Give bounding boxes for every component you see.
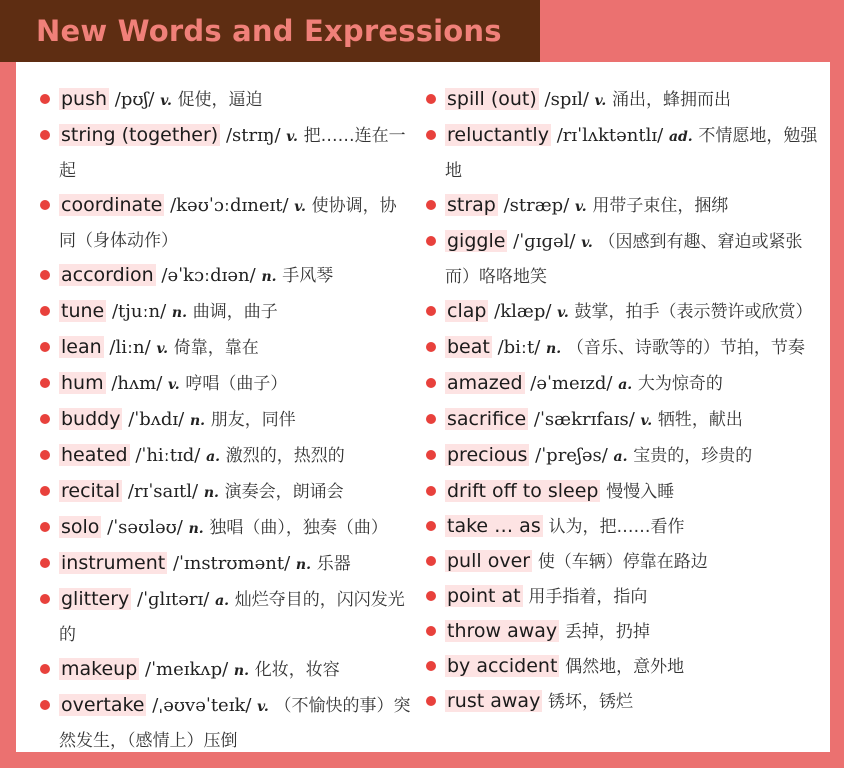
- definition: 促使，逼迫: [177, 90, 263, 110]
- vocab-word: rust away: [447, 690, 541, 712]
- bullet-icon: [40, 270, 50, 280]
- phonetic: /ˈsækrɪfaɪs/: [533, 409, 635, 430]
- bullet-icon: [40, 664, 50, 674]
- bullet-icon: [426, 414, 436, 424]
- phonetic: /ˌəʊvəˈteɪk/: [152, 695, 252, 716]
- bullet-icon: [40, 450, 50, 460]
- definition: 大为惊奇的: [637, 374, 723, 394]
- vocab-word: heated: [61, 444, 128, 466]
- definition: 宝贵的，珍贵的: [633, 446, 753, 466]
- vocab-word: overtake: [61, 694, 145, 716]
- vocab-entry: [40, 188, 412, 258]
- vocab-word: lean: [61, 336, 102, 358]
- bullet-icon: [40, 700, 50, 710]
- vocab-word: precious: [447, 444, 528, 466]
- phonetic: /kəʊˈɔːdɪneɪt/: [170, 195, 289, 216]
- vocab-word: push: [61, 88, 108, 110]
- definition: 认为，把……看作: [548, 517, 685, 537]
- vocab-entry: [40, 82, 412, 118]
- vocab-entry: [426, 188, 826, 224]
- definition: 牺牲，献出: [657, 410, 743, 430]
- part-of-speech: a.: [618, 377, 633, 393]
- part-of-speech: v.: [286, 129, 298, 145]
- vocab-entry: [40, 366, 412, 402]
- bullet-icon: [40, 414, 50, 424]
- phonetic: /ˈmeɪkʌp/: [145, 659, 229, 680]
- part-of-speech: a.: [215, 593, 230, 609]
- bullet-icon: [40, 342, 50, 352]
- vocab-word: instrument: [61, 552, 166, 574]
- phonetic: /əˈkɔːdɪən/: [161, 265, 256, 286]
- phonetic: /ˈɪnstrʊmənt/: [172, 553, 291, 574]
- part-of-speech: n.: [171, 305, 187, 321]
- phonetic: /liːn/: [109, 337, 151, 358]
- vocab-entry: [426, 224, 826, 294]
- part-of-speech: v.: [575, 199, 587, 215]
- bullet-icon: [426, 342, 436, 352]
- definition: 涌出，蜂拥而出: [612, 90, 731, 110]
- part-of-speech: v.: [168, 377, 180, 393]
- definition: 锈坏，锈烂: [548, 692, 634, 712]
- definition: 用手指着，指向: [528, 587, 648, 607]
- part-of-speech: v.: [640, 413, 653, 429]
- definition: （音乐、诗歌等的）节拍，节奏: [566, 338, 805, 358]
- part-of-speech: v.: [156, 341, 169, 357]
- vocab-entry: [40, 510, 412, 546]
- vocab-word: by accident: [447, 655, 558, 677]
- part-of-speech: n.: [546, 341, 562, 357]
- part-of-speech: v.: [581, 235, 593, 251]
- vocab-entry: [40, 438, 412, 474]
- phonetic: /ˈɡɪɡəl/: [513, 231, 576, 252]
- vocab-entry: [40, 118, 412, 188]
- phonetic: /ˈsəʊləʊ/: [107, 517, 183, 538]
- bullet-icon: [426, 236, 436, 246]
- bullet-icon: [40, 486, 50, 496]
- vocab-word: pull over: [447, 550, 531, 572]
- vocab-entry: [426, 118, 826, 188]
- vocab-entry: [426, 366, 826, 402]
- definition: 化妆，妆容: [254, 660, 340, 680]
- phonetic: /ˈhiːtɪd/: [135, 445, 201, 466]
- part-of-speech: a.: [206, 449, 221, 465]
- vocab-word: string (together): [61, 124, 219, 146]
- vocab-entry: [40, 330, 412, 366]
- vocab-entry: [426, 614, 826, 649]
- phonetic: /hʌm/: [111, 373, 163, 394]
- left-column: [40, 82, 412, 758]
- part-of-speech: n.: [261, 269, 277, 285]
- bullet-icon: [40, 594, 50, 604]
- vocab-entry: [40, 474, 412, 510]
- bullet-icon: [426, 306, 436, 316]
- vocab-word: clap: [447, 300, 487, 322]
- vocab-word: spill (out): [447, 88, 537, 110]
- phonetic: /ˈbʌdɪ/: [128, 409, 185, 430]
- bullet-icon: [40, 522, 50, 532]
- phonetic: /pʊʃ/: [114, 89, 155, 110]
- vocab-word: drift off to sleep: [447, 480, 599, 502]
- part-of-speech: v.: [594, 93, 607, 109]
- bullet-icon: [40, 94, 50, 104]
- definition: 演奏会，朗诵会: [224, 482, 344, 502]
- vocab-word: strap: [447, 194, 496, 216]
- bullet-icon: [426, 591, 436, 601]
- definition: 激烈的，热烈的: [225, 446, 345, 466]
- definition: 用带子束住，捆绑: [592, 196, 729, 216]
- bullet-icon: [426, 378, 436, 388]
- vocab-word: tune: [61, 300, 105, 322]
- vocab-word: makeup: [61, 658, 138, 680]
- vocab-word: coordinate: [61, 194, 163, 216]
- vocab-entry: [40, 402, 412, 438]
- vocab-entry: [40, 688, 412, 758]
- vocab-entry: [426, 509, 826, 544]
- bullet-icon: [40, 306, 50, 316]
- part-of-speech: ad.: [668, 129, 693, 145]
- phonetic: /spɪl/: [544, 89, 589, 110]
- part-of-speech: a.: [613, 449, 628, 465]
- definition: 曲调，曲子: [192, 302, 278, 322]
- definition: 偶然地，意外地: [565, 657, 685, 677]
- phonetic: /stræp/: [503, 195, 570, 216]
- vocab-entry: [40, 652, 412, 688]
- vocabulary-panel: [16, 62, 830, 752]
- bullet-icon: [426, 486, 436, 496]
- definition: （不愉快的事）突然发生，（感情上）压倒: [59, 696, 411, 751]
- vocab-word: solo: [61, 516, 100, 538]
- phonetic: /klæp/: [494, 301, 552, 322]
- vocab-entry: [426, 649, 826, 684]
- phonetic: /ˈɡlɪtərɪ/: [137, 589, 210, 610]
- definition: 手风琴: [282, 266, 334, 286]
- part-of-speech: v.: [557, 305, 569, 321]
- definition: 鼓掌，拍手（表示赞许或欣赏）: [574, 302, 813, 322]
- vocab-entry: [40, 546, 412, 582]
- vocab-word: buddy: [61, 408, 121, 430]
- part-of-speech: v.: [294, 199, 306, 215]
- part-of-speech: n.: [233, 663, 249, 679]
- vocab-entry: [426, 330, 826, 366]
- vocab-entry: [426, 474, 826, 509]
- vocab-entry: [426, 544, 826, 579]
- vocab-entry: [426, 438, 826, 474]
- bullet-icon: [40, 130, 50, 140]
- definition: 灿烂夺目的，闪闪发光的: [59, 590, 405, 645]
- definition: 使（车辆）停靠在路边: [537, 552, 708, 572]
- vocab-word: amazed: [447, 372, 523, 394]
- bullet-icon: [426, 450, 436, 460]
- bullet-icon: [426, 200, 436, 210]
- definition: 乐器: [316, 554, 351, 574]
- part-of-speech: n.: [188, 521, 204, 537]
- definition: 把……连在一起: [59, 126, 406, 181]
- vocab-word: accordion: [61, 264, 154, 286]
- part-of-speech: n.: [203, 485, 219, 501]
- part-of-speech: n.: [190, 413, 206, 429]
- phonetic: /tjuːn/: [111, 301, 167, 322]
- definition: 哼唱（曲子）: [185, 374, 288, 394]
- vocab-word: giggle: [447, 230, 506, 252]
- vocab-word: point at: [447, 585, 521, 607]
- definition: 倚靠，靠在: [173, 338, 259, 358]
- bullet-icon: [426, 626, 436, 636]
- phonetic: /rɪˈlʌktəntlɪ/: [556, 125, 664, 146]
- bullet-icon: [40, 378, 50, 388]
- bullet-icon: [426, 521, 436, 531]
- vocab-entry: [426, 402, 826, 438]
- vocab-word: recital: [61, 480, 121, 502]
- vocab-entry: [426, 684, 826, 719]
- definition: 朋友，同伴: [210, 410, 296, 430]
- vocab-entry: [40, 294, 412, 330]
- vocab-entry: [426, 294, 826, 330]
- vocab-entry: [426, 82, 826, 118]
- definition: 使协调，协同（身体动作）: [59, 196, 397, 251]
- bullet-icon: [426, 130, 436, 140]
- bullet-icon: [426, 556, 436, 566]
- definition: （因感到有趣、窘迫或紧张而）咯咯地笑: [445, 232, 803, 287]
- phonetic: /ˈpreʃəs/: [535, 445, 608, 466]
- vocab-entry: [40, 258, 412, 294]
- vocab-word: take … as: [447, 515, 541, 537]
- vocab-word: throw away: [447, 620, 558, 642]
- vocab-word: hum: [61, 372, 104, 394]
- title-banner: [0, 0, 540, 62]
- part-of-speech: n.: [295, 557, 311, 573]
- definition: 独唱（曲），独奏（曲）: [209, 518, 388, 538]
- vocab-word: beat: [447, 336, 490, 358]
- phonetic: /strɪŋ/: [225, 125, 281, 146]
- phonetic: /biːt/: [497, 337, 541, 358]
- part-of-speech: v.: [257, 699, 269, 715]
- vocab-word: sacrifice: [447, 408, 527, 430]
- phonetic: /rɪˈsaɪtl/: [127, 481, 199, 502]
- part-of-speech: v.: [160, 93, 172, 109]
- vocab-word: reluctantly: [447, 124, 549, 146]
- definition: 慢慢入睡: [606, 482, 675, 502]
- phonetic: /əˈmeɪzd/: [530, 373, 613, 394]
- bullet-icon: [426, 696, 436, 706]
- vocab-entry: [426, 579, 826, 614]
- right-column: [426, 82, 826, 719]
- bullet-icon: [426, 661, 436, 671]
- vocab-word: glittery: [61, 588, 130, 610]
- bullet-icon: [426, 94, 436, 104]
- bullet-icon: [40, 558, 50, 568]
- page-title: New Words and Expressions: [36, 14, 502, 48]
- vocab-entry: [40, 582, 412, 652]
- definition: 丢掉，扔掉: [564, 622, 650, 642]
- bullet-icon: [40, 200, 50, 210]
- definition: 不情愿地，勉强地: [445, 126, 818, 181]
